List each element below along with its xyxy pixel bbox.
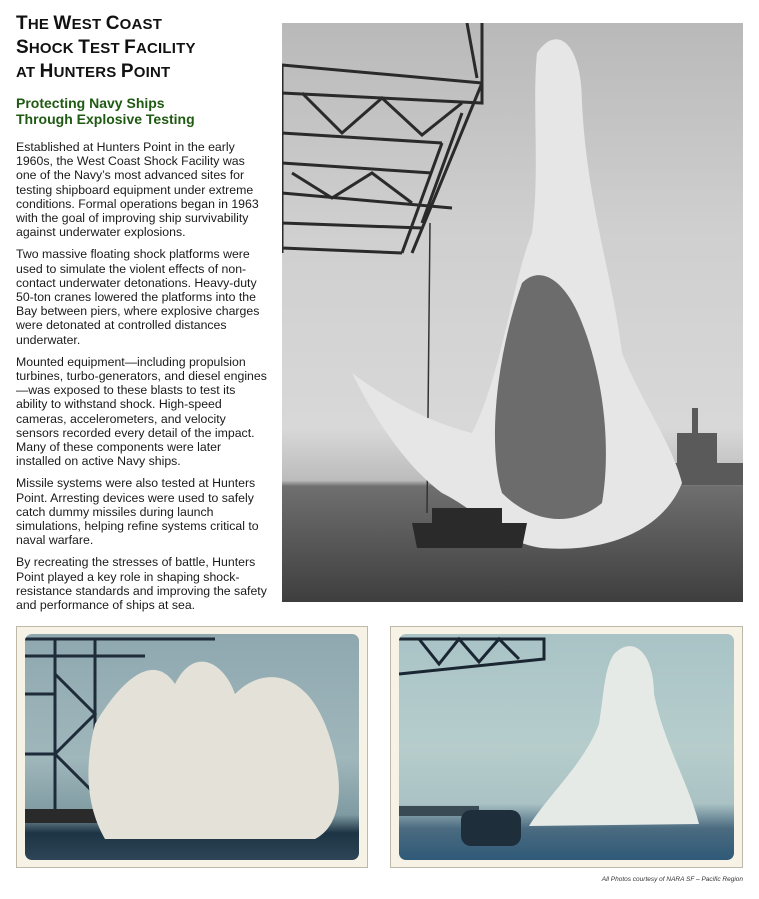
crane-structure [282, 23, 482, 253]
page-title: THE WEST COAST SHOCK TEST FACILITY AT HUNTERS POINT [16, 13, 196, 82]
photo-credit: All Photos courtesy of NARA SF – Pacific Region [601, 876, 743, 883]
subtitle [16, 95, 266, 127]
crane-structure [399, 639, 544, 674]
paragraph: By recreating the stresses of battle, Hunters Point played a key role in shaping shock-resistance standards and improving the safety and performance of ships at sea. [16, 555, 267, 613]
color-explosion-photo-left [25, 634, 359, 860]
photo-frame-left [16, 626, 368, 868]
paragraph: Mounted equipment—including propulsion turbines, turbo-generators, and diesel engines—was exposed to these blasts to test its ability to withstand shock. High-speed cameras, accelerometers, and velocity sensors recorded every detail of the impact. Many of these components were later installed on active Navy ships. [16, 354, 267, 469]
test-barge [461, 810, 521, 846]
photo-frame-right [390, 626, 743, 868]
main-explosion-photo [282, 23, 743, 602]
paragraph: Established at Hunters Point in the early 1960s, the West Coast Shock Facility was one of the Navy’s most advanced sites for testing shipboard equipment under extreme conditions. Formal operations began in 1963 with the goal of improving ship survivability against underwater explosions. [16, 140, 259, 240]
paragraph: Missile systems were also tested at Hunters Point. Arresting devices were used to safely catch dummy missiles during launch simulations, helping refine systems critical to naval warfare. [16, 476, 259, 548]
color-explosion-photo-right [399, 634, 734, 860]
paragraph: Two massive floating shock platforms were used to simulate the violent effects of non-contact underwater detonations. Heavy-duty 50-ton cranes lowered the platforms into the Bay between piers, where explosive charges were detonated at controlled distances underwater. [16, 247, 260, 347]
subtitle-line-1: Protecting Navy Ships [16, 95, 165, 111]
body-text [16, 140, 268, 620]
subtitle-line-2: Through Explosive Testing [16, 111, 195, 127]
